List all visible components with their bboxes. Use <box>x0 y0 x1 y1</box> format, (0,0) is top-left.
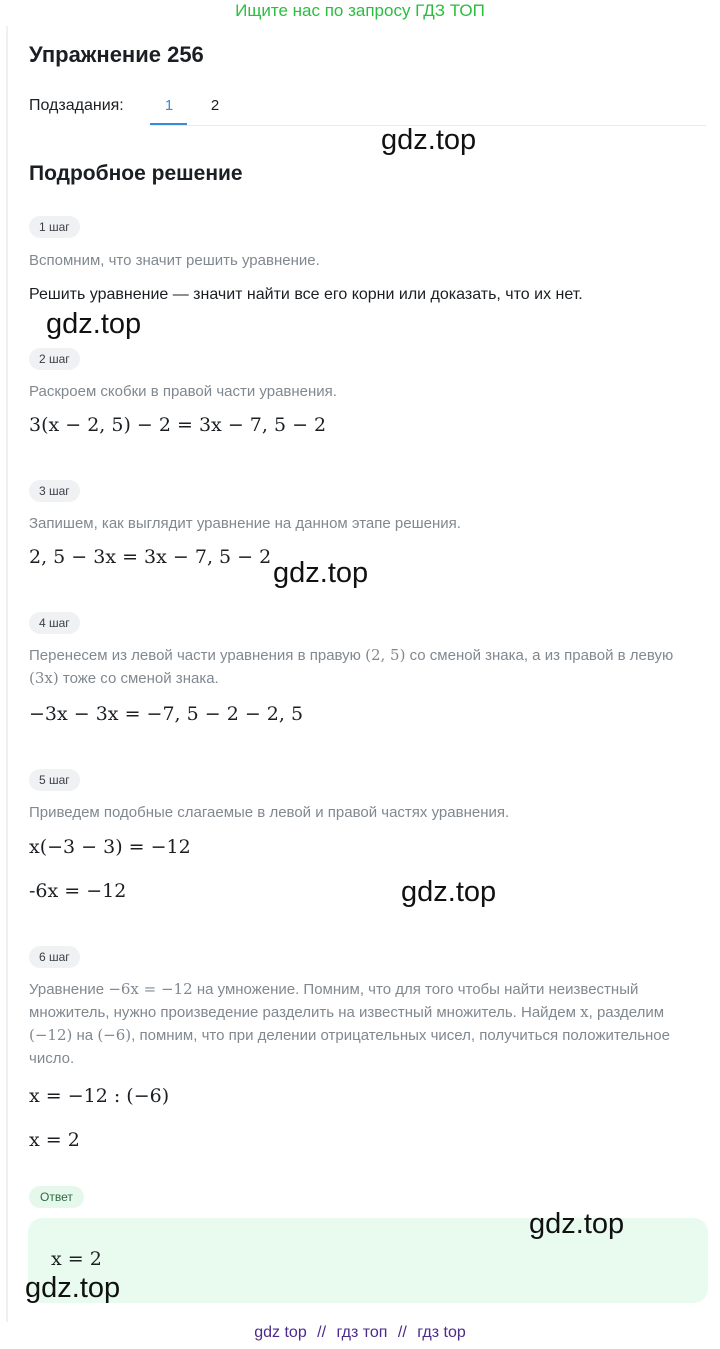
footer-link-gdz-top-ru[interactable]: гдз топ <box>336 1324 388 1341</box>
footer-link-gdz-top[interactable]: gdz top <box>254 1324 307 1341</box>
watermark: gdz.top <box>25 1272 121 1304</box>
subtasks-label: Подзадания: <box>29 97 124 114</box>
top-banner: Ищите нас по запросу ГДЗ ТОП <box>235 1 485 20</box>
step-badge-2: 2 шаг <box>29 348 80 370</box>
step-equation-3: 2, 5 − 3x = 3x − 7, 5 − 2 <box>29 546 272 568</box>
subtask-tab-2[interactable]: 2 <box>210 97 220 114</box>
step-badge-3: 3 шаг <box>29 480 80 502</box>
step-hint-3: Запишем, как выглядит уравнение на данном этапе решения. <box>29 515 461 532</box>
answer-equation: x = 2 <box>51 1248 102 1270</box>
footer-separator: // <box>317 1324 327 1341</box>
footer-links <box>0 1324 720 1342</box>
step-equation-5a: x(−3 − 3) = −12 <box>29 836 191 858</box>
step-equation-6a: x = −12 : (−6) <box>29 1085 170 1107</box>
subtask-tab-1[interactable]: 1 <box>164 97 174 114</box>
watermark: gdz.top <box>46 308 142 340</box>
step-statement-1: Решить уравнение — значит найти все его корни или доказать, что их нет. <box>29 286 583 303</box>
watermark: gdz.top <box>273 557 369 589</box>
step-equation-5b: -6x = −12 <box>29 880 127 902</box>
step-hint-4: Перенесем из левой части уравнения в правую (2, 5) со сменой знака, а из правой в левую (3x) тоже со сменой знака. <box>29 646 674 687</box>
step-hint-6: Уравнение −6x = −12 на умножение. Помним, что для того чтобы найти неизвестный множитель, нужно произведение разделить на известный множитель. Найдем x, разделим (−12) на (−6), помним, что при делении отрицательных чисел, получиться положительное число. <box>29 980 670 1067</box>
section-title: Подробное решение <box>29 162 243 185</box>
footer-separator: // <box>397 1324 407 1341</box>
step-hint-2: Раскроем скобки в правой части уравнения. <box>29 383 337 400</box>
step-hint-1: Вспомним, что значит решить уравнение. <box>29 252 320 269</box>
step-badge-5: 5 шаг <box>29 769 80 791</box>
footer-link-gdz-top-mixed[interactable]: гдз top <box>417 1324 466 1341</box>
step-badge-6: 6 шаг <box>29 946 80 968</box>
step-hint-5: Приведем подобные слагаемые в левой и правой частях уравнения. <box>29 804 510 821</box>
step-equation-6b: x = 2 <box>29 1129 80 1151</box>
step-badge-1: 1 шаг <box>29 216 80 238</box>
watermark: gdz.top <box>381 124 477 156</box>
watermark: gdz.top <box>529 1208 625 1240</box>
step-equation-2: 3(x − 2, 5) − 2 = 3x − 7, 5 − 2 <box>29 414 327 436</box>
watermark: gdz.top <box>401 876 497 908</box>
step-badge-4: 4 шаг <box>29 612 80 634</box>
page-title: Упражнение 256 <box>29 42 204 67</box>
answer-badge: Ответ <box>29 1186 84 1208</box>
step-equation-4: −3x − 3x = −7, 5 − 2 − 2, 5 <box>29 703 304 725</box>
